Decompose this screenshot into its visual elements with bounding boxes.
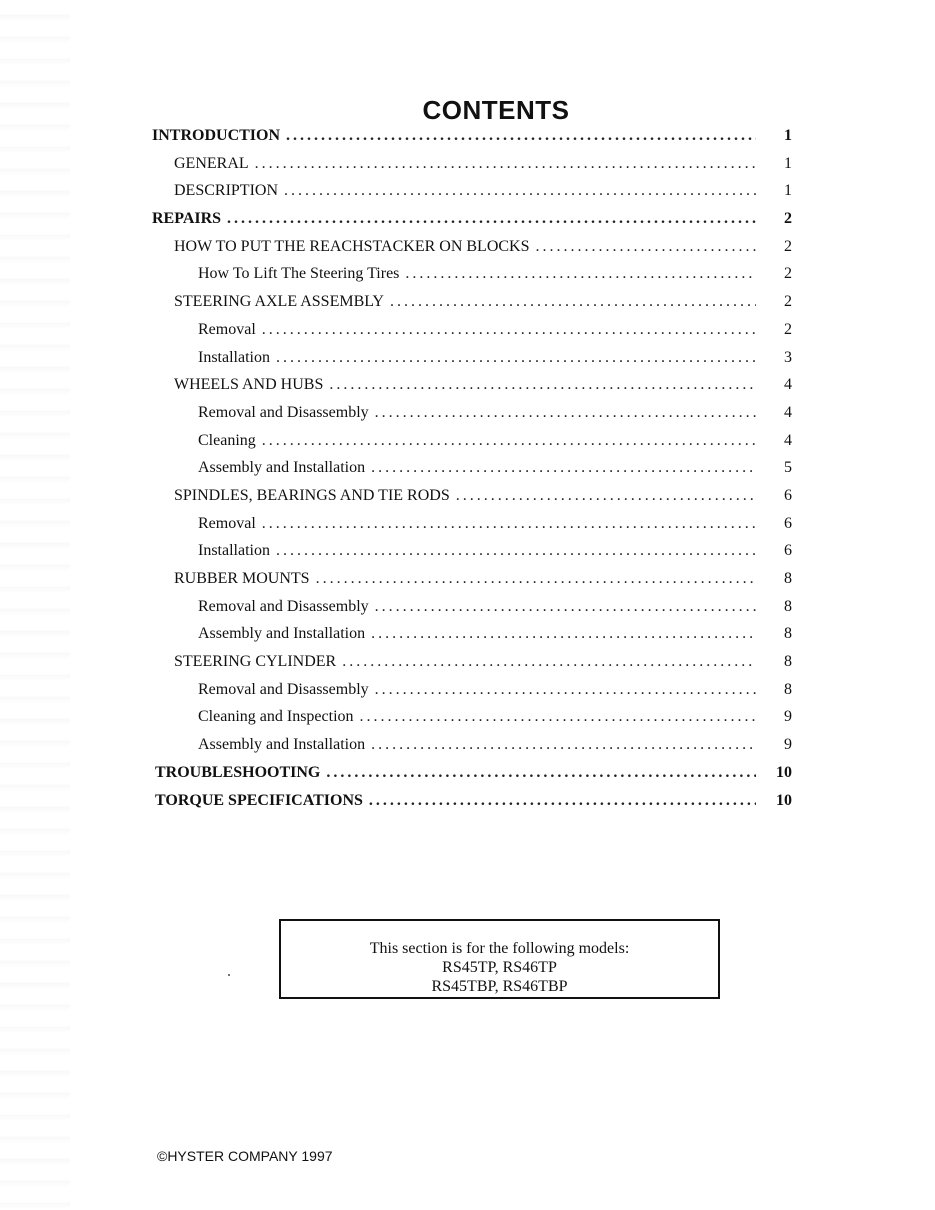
toc-entry-label: Installation [198,542,270,560]
copyright-notice: ©HYSTER COMPANY 1997 [157,1148,333,1164]
toc-leader-dots [262,515,756,533]
toc-entry-label: Removal [198,514,256,532]
toc-entry-label: TORQUE SPECIFICATIONS [155,791,363,809]
toc-entry[interactable] [152,459,792,487]
toc-entry-label: HOW TO PUT THE REACHSTACKER ON BLOCKS [174,237,530,255]
toc-entry[interactable] [152,349,792,377]
toc-entry[interactable] [152,265,792,293]
toc-entry[interactable] [152,376,792,404]
toc-entry-label: STEERING AXLE ASSEMBLY [174,293,384,311]
toc-entry-page: 8 [784,625,792,643]
toc-entry-label: Removal and Disassembly [198,597,369,615]
toc-entry-page: 2 [784,210,792,228]
toc-entry-label: TROUBLESHOOTING [155,763,321,781]
toc-leader-dots [262,432,756,450]
toc-leader-dots [405,265,756,283]
toc-entry-page: 4 [784,403,792,421]
toc-leader-dots [360,708,756,726]
toc-entry[interactable] [152,155,792,183]
toc-entry-label: Cleaning and Inspection [198,708,354,726]
toc-entry-page: 6 [784,514,792,532]
toc-entry-page: 4 [784,376,792,394]
toc-leader-dots [371,625,756,643]
toc-entry[interactable] [152,293,792,321]
toc-entry-label: Removal and Disassembly [198,680,369,698]
toc-leader-dots [316,570,756,588]
toc-leader-dots [375,598,756,616]
toc-entry-page: 2 [784,237,792,255]
scan-edge-artifact [0,0,70,1210]
toc-entry-label: SPINDLES, BEARINGS AND TIE RODS [174,486,450,504]
toc-entry[interactable] [152,321,792,349]
toc-entry-label: Removal and Disassembly [198,403,369,421]
page-title: CONTENTS [422,95,570,126]
toc-leader-dots [371,459,756,477]
toc-entry[interactable] [152,764,792,792]
toc-leader-dots [329,376,756,394]
models-box-line: RS45TBP, RS46TBP [431,978,568,995]
toc-entry-label: DESCRIPTION [174,182,279,200]
toc-entry[interactable] [152,515,792,543]
toc-entry-label: REPAIRS [152,210,222,228]
toc-entry[interactable] [152,570,792,598]
applicable-models-box [279,919,720,999]
toc-entry[interactable] [152,238,792,266]
toc-leader-dots [326,764,756,782]
toc-entry-label: GENERAL [174,154,249,172]
toc-entry-page: 5 [784,459,792,477]
toc-leader-dots [276,542,756,560]
toc-leader-dots [286,127,756,145]
toc-leader-dots [276,349,756,367]
toc-leader-dots [284,182,756,200]
toc-entry-label: Removal [198,320,256,338]
toc-entry-page: 4 [784,431,792,449]
toc-entry[interactable] [152,625,792,653]
toc-entry[interactable] [152,708,792,736]
toc-entry[interactable] [152,792,792,820]
toc-entry-label: Assembly and Installation [198,625,366,643]
toc-leader-dots [262,321,756,339]
toc-leader-dots [375,404,756,422]
toc-entry[interactable] [152,487,792,515]
models-box-line: RS45TP, RS46TP [442,959,557,976]
toc-leader-dots [536,238,757,256]
toc-entry[interactable] [152,182,792,210]
toc-entry-label: How To Lift The Steering Tires [198,265,400,283]
table-of-contents [152,127,792,819]
scan-speck [228,974,230,976]
toc-entry-label: Installation [198,348,270,366]
toc-entry-label: Cleaning [198,431,256,449]
toc-entry-label: INTRODUCTION [152,127,281,144]
toc-entry-page: 6 [784,486,792,504]
toc-entry-page: 8 [784,597,792,615]
toc-entry-page: 1 [784,127,792,144]
toc-entry-page: 3 [784,348,792,366]
toc-leader-dots [369,792,756,810]
toc-entry-page: 10 [776,763,792,781]
toc-entry[interactable] [152,404,792,432]
toc-entry-page: 2 [784,320,792,338]
toc-leader-dots [371,736,756,754]
toc-entry-label: Assembly and Installation [198,459,366,477]
toc-entry-label: RUBBER MOUNTS [174,570,310,587]
toc-entry-page: 2 [784,265,792,283]
toc-leader-dots [375,681,756,699]
toc-entry-page: 8 [784,653,792,671]
toc-entry[interactable] [152,736,792,764]
toc-entry-page: 6 [784,542,792,560]
toc-leader-dots [227,210,756,228]
toc-leader-dots [456,487,756,505]
toc-entry[interactable] [152,681,792,709]
toc-entry-page: 9 [784,708,792,726]
toc-entry[interactable] [152,432,792,460]
toc-entry[interactable] [152,210,792,238]
toc-entry-page: 8 [784,680,792,698]
toc-entry-page: 2 [784,293,792,311]
toc-entry-page: 10 [776,791,792,809]
toc-entry-label: STEERING CYLINDER [174,653,337,671]
models-box-heading: This section is for the following models: [369,940,630,957]
toc-entry[interactable] [152,542,792,570]
toc-entry[interactable] [152,653,792,681]
toc-entry-page: 1 [784,182,792,200]
toc-leader-dots [390,293,756,311]
toc-entry-page: 8 [784,570,792,587]
toc-leader-dots [342,653,756,671]
toc-entry-label: Assembly and Installation [198,736,366,754]
toc-entry-page: 1 [784,154,792,172]
toc-entry-page: 9 [784,736,792,754]
toc-entry-label: WHEELS AND HUBS [174,376,324,394]
toc-entry[interactable] [152,127,792,155]
toc-entry[interactable] [152,598,792,626]
toc-leader-dots [255,155,756,173]
